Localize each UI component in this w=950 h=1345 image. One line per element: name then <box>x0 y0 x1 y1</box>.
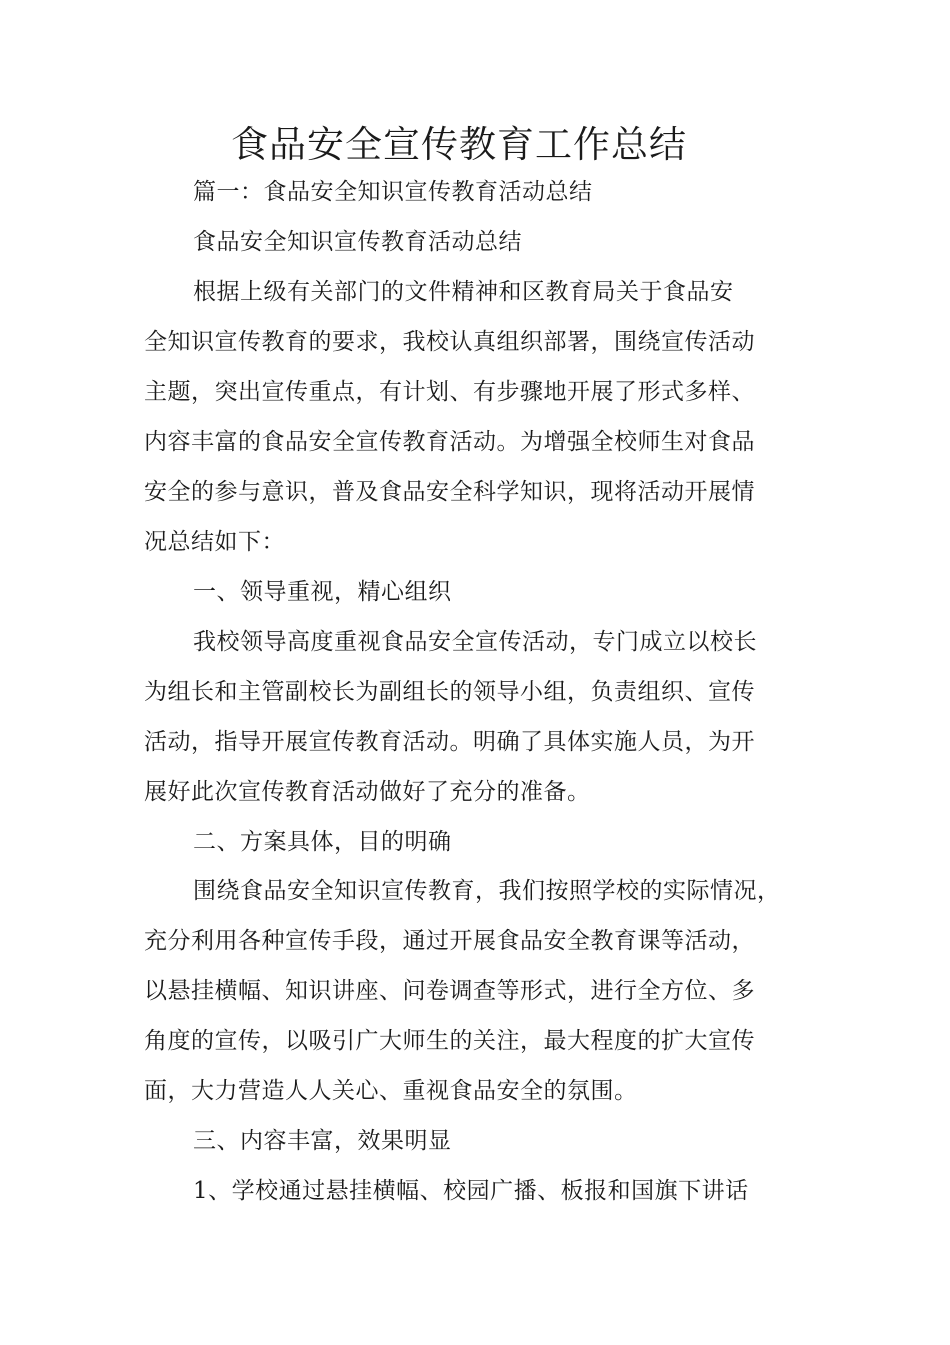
paragraph-line: 我校领导高度重视食品安全宣传活动，专门成立以校长 <box>193 629 757 655</box>
section-heading-2: 二、方案具体，目的明确 <box>193 829 452 855</box>
paragraph-line: 主题，突出宣传重点，有计划、有步骤地开展了形式多样、 <box>144 379 755 405</box>
paragraph-line: 以悬挂横幅、知识讲座、问卷调查等形式，进行全方位、多 <box>144 978 755 1004</box>
section-heading-1: 一、领导重视，精心组织 <box>193 579 452 605</box>
paragraph-line: 面，大力营造人人关心、重视食品安全的氛围。 <box>144 1078 638 1104</box>
section-heading-3: 三、内容丰富，效果明显 <box>193 1128 452 1154</box>
section-heading-part-one: 篇一：食品安全知识宣传教育活动总结 <box>193 179 593 205</box>
paragraph-line: 根据上级有关部门的文件精神和区教育局关于食品安 <box>193 279 734 305</box>
paragraph-line: 活动，指导开展宣传教育活动。明确了具体实施人员，为开 <box>144 729 755 755</box>
paragraph-line: 1、学校通过悬挂横幅、校园广播、板报和国旗下讲话 <box>193 1178 749 1204</box>
paragraph-line: 围绕食品安全知识宣传教育，我们按照学校的实际情况， <box>193 878 781 904</box>
paragraph-line: 安全的参与意识，普及食品安全科学知识，现将活动开展情 <box>144 479 755 505</box>
paragraph-line: 内容丰富的食品安全宣传教育活动。为增强全校师生对食品 <box>144 429 755 455</box>
document-title: 食品安全宣传教育工作总结 <box>231 123 687 166</box>
subtitle: 食品安全知识宣传教育活动总结 <box>193 229 522 255</box>
paragraph-line: 角度的宣传，以吸引广大师生的关注，最大程度的扩大宣传 <box>144 1028 755 1054</box>
paragraph-line: 全知识宣传教育的要求，我校认真组织部署，围绕宣传活动 <box>144 329 755 355</box>
paragraph-line: 为组长和主管副校长为副组长的领导小组，负责组织、宣传 <box>144 679 755 705</box>
paragraph-line: 展好此次宣传教育活动做好了充分的准备。 <box>144 779 591 805</box>
paragraph-line: 况总结如下： <box>144 529 285 555</box>
paragraph-line: 充分利用各种宣传手段，通过开展食品安全教育课等活动， <box>144 928 755 954</box>
